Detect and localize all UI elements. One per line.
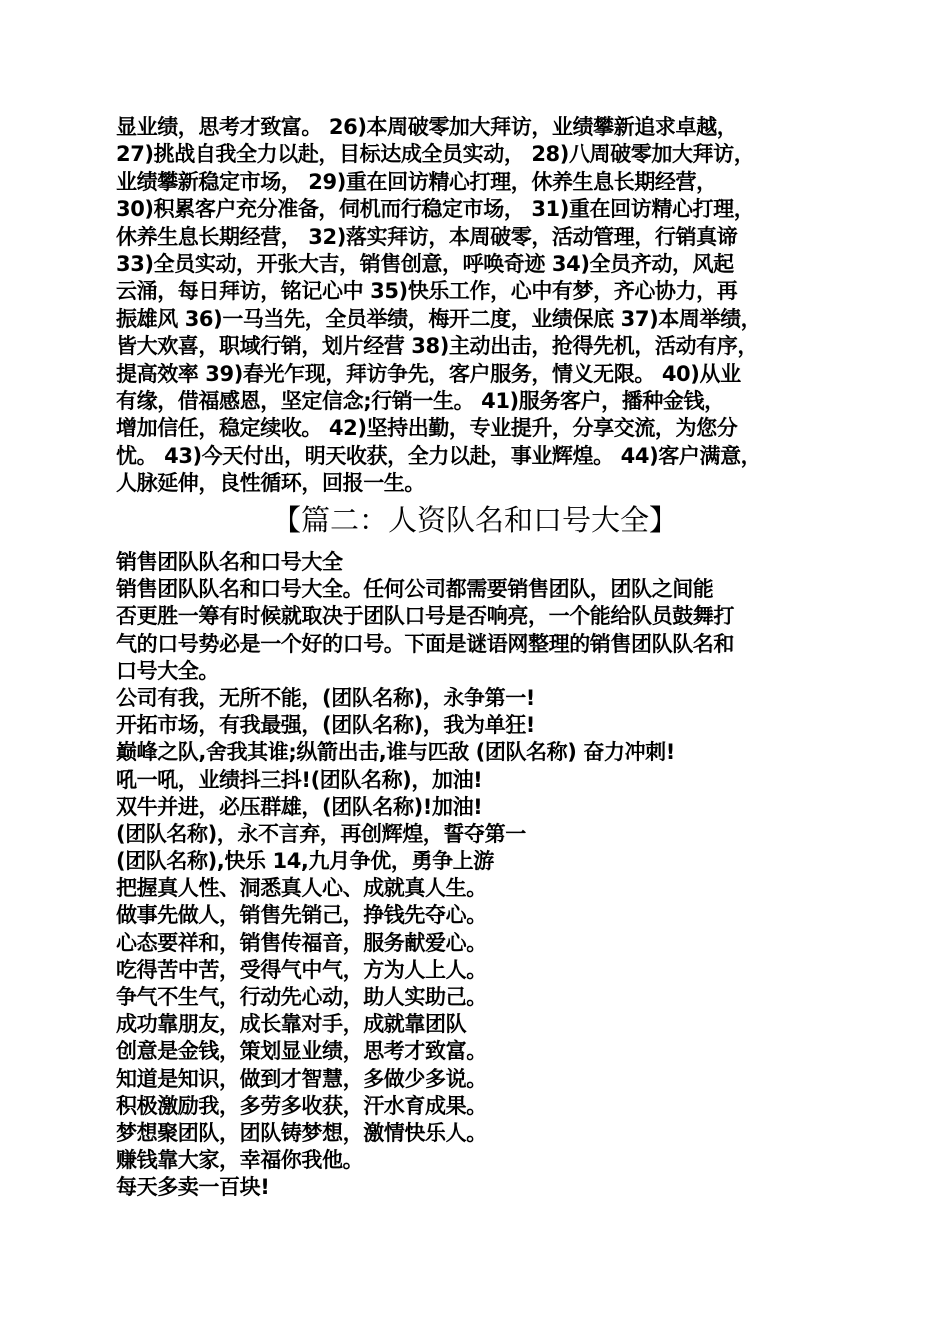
paragraph-line: 振雄风 36)一马当先，全员举绩，梅开二度，业绩保底 37)本周举绩， — [116, 306, 762, 331]
intro-line: 销售团队队名和口号大全。任何公司都需要销售团队，团队之间能 — [116, 577, 714, 602]
continued-paragraph — [116, 114, 846, 497]
slogan-item: 公司有我，无所不能，(团队名称)，永争第一! — [116, 685, 535, 710]
paragraph-line: 33)全员实动，开张大吉，销售创意，呼唤奇迹 34)全员齐动，风起 — [116, 251, 734, 276]
slogan-item: 争气不生气，行动先心动，助人实助己。 — [116, 985, 487, 1009]
slogan-item: 知道是知识，做到才智慧，多做少多说。 — [116, 1066, 487, 1091]
section-heading: 【篇二：人资队名和口号大全】 — [271, 503, 678, 537]
slogan-item: 把握真人性、洞悉真人心、成就真人生。 — [116, 876, 487, 901]
slogan-item: 积极激励我，多劳多收获，汗水育成果。 — [116, 1093, 487, 1118]
intro-line: 气的口号势必是一个好的口号。下面是谜语网整理的销售团队队名和 — [116, 631, 734, 656]
paragraph-line: 休养生息长期经营， 32)落实拜访，本周破零，活动管理，行销真谛 — [116, 224, 738, 249]
paragraph-line: 27)挑战自我全力以赴，目标达成全员实动， 28)八周破零加大拜访， — [116, 142, 755, 167]
paragraph-line: 增加信任，稳定续收。 42)坚持出勤，专业提升，分享交流，为您分 — [116, 416, 738, 441]
paragraph-line: 人脉延伸，良性循环，回报一生。 — [116, 471, 425, 496]
paragraph-line: 忧。 43)今天付出，明天收获，全力以赴，事业辉煌。 44)客户满意， — [116, 443, 762, 468]
section-subtitle: 销售团队队名和口号大全 — [116, 550, 343, 574]
paragraph-line: 业绩攀新稳定市场， 29)重在回访精心打理，休养生息长期经营， — [116, 169, 717, 194]
slogan-item: 梦想聚团队，团队铸梦想，激情快乐人。 — [116, 1120, 487, 1145]
intro-line: 否更胜一筹有时候就取决于团队口号是否响亮，一个能给队员鼓舞打 — [116, 604, 734, 629]
intro-line: 口号大全。 — [116, 658, 219, 683]
paragraph-line: 皆大欢喜，职域行销，划片经营 38)主动出击，抢得先机，活动有序， — [116, 334, 758, 359]
slogan-item: 每天多卖一百块! — [116, 1175, 270, 1200]
slogan-item: 吃得苦中苦，受得气中气，方为人上人。 — [116, 957, 487, 982]
slogan-item: (团队名称)，永不言弃，再创辉煌，誓夺第一 — [116, 821, 526, 846]
slogan-item: (团队名称),快乐 14,九月争优，勇争上游 — [116, 849, 494, 874]
slogan-item: 心态要祥和，销售传福音，服务献爱心。 — [116, 930, 487, 955]
slogan-item: 双牛并进，必压群雄，(团队名称)!加油! — [116, 794, 483, 819]
section-content — [116, 549, 856, 1202]
paragraph-line: 30)积累客户充分准备，伺机而行稳定市场， 31)重在回访精心打理， — [116, 197, 755, 222]
slogan-item: 开拓市场，有我最强，(团队名称)，我为单狂! — [116, 713, 535, 738]
slogan-item: 做事先做人，销售先销己，挣钱先夺心。 — [116, 903, 487, 928]
slogan-item: 巅峰之队,舍我其谁;纵箭出击,谁与匹敌 (团队名称) 奋力冲刺! — [116, 740, 675, 765]
paragraph-line: 提高效率 39)春光乍现，拜访争先，客户服务，情义无限。 40)从业 — [116, 361, 741, 386]
paragraph-line: 有缘，借福感恩，坚定信念;行销一生。 41)服务客户，播种金钱， — [116, 388, 725, 413]
slogan-item: 吼一吼，业绩抖三抖!(团队名称)，加油! — [116, 767, 483, 792]
paragraph-line: 云涌，每日拜访，铭记心中 35)快乐工作，心中有梦，齐心协力，再 — [116, 279, 738, 304]
slogan-item: 赚钱靠大家，幸福你我他。 — [116, 1148, 364, 1173]
paragraph-line: 显业绩，思考才致富。 26)本周破零加大拜访，业绩攀新追求卓越， — [116, 115, 738, 139]
slogan-item: 创意是金钱，策划显业绩，思考才致富。 — [116, 1039, 487, 1064]
slogan-item: 成功靠朋友，成长靠对手，成就靠团队 — [116, 1012, 467, 1037]
